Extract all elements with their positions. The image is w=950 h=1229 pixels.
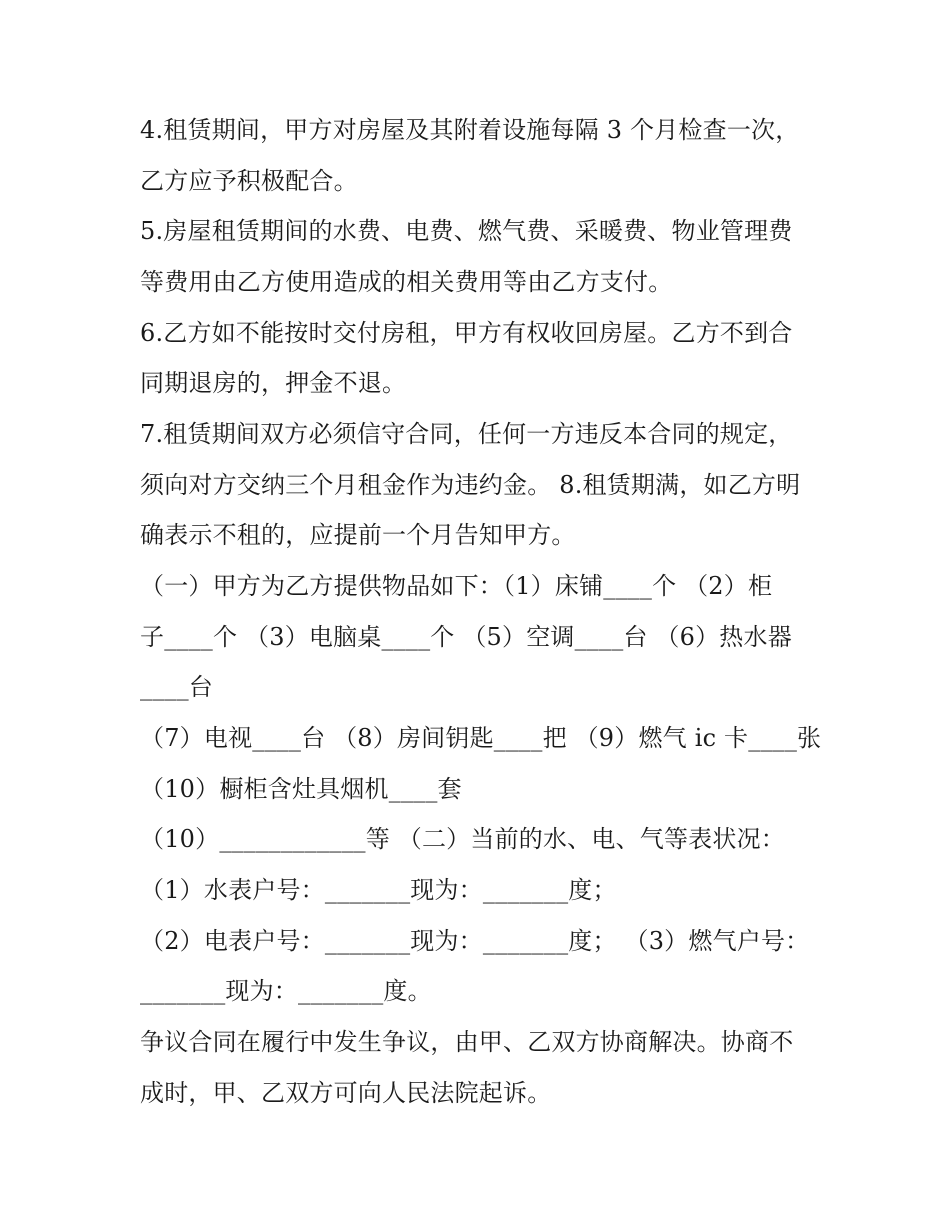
clause-6-line-2: 同期退房的，押金不退。 (140, 369, 407, 397)
items-line-5: （10）橱柜含灶具烟机____套 (140, 775, 462, 803)
clause-8-line-2: 确表示不租的，应提前一个月告知甲方。 (140, 521, 576, 549)
items-line-3: ____台 (140, 673, 213, 701)
electric-gas-meter-line: （2）电表户号：_______现为：_______度； （3）燃气户号： (140, 927, 810, 955)
clause-5-line-1: 5.房屋租赁期间的水费、电费、燃气费、采暖费、物业管理费 (140, 217, 793, 245)
gas-meter-line: _______现为：_______度。 (140, 977, 432, 1005)
clause-4-line-2: 乙方应予积极配合。 (140, 167, 358, 195)
items-line-2: 子____个 （3）电脑桌____个 （5）空调____台 （6）热水器 (140, 623, 792, 651)
clause-6-line-1: 6.乙方如不能按时交付房租，甲方有权收回房屋。乙方不到合 (140, 319, 793, 347)
items-line-4: （7）电视____台 （8）房间钥匙____把 （9）燃气 ic 卡____张 (140, 724, 822, 752)
water-meter-line: （1）水表户号：_______现为：_______度； (140, 876, 617, 904)
clause-7-line-1: 7.租赁期间双方必须信守合同，任何一方违反本合同的规定， (140, 420, 793, 448)
dispute-line-2: 成时，甲、乙双方可向人民法院起诉。 (140, 1079, 552, 1107)
items-line-6: （10）____________等 （二）当前的水、电、气等表状况： (140, 825, 785, 853)
dispute-line-1: 争议合同在履行中发生争议，由甲、乙双方协商解决。协商不 (140, 1028, 794, 1056)
clause-4-line-1: 4.租赁期间，甲方对房屋及其附着设施每隔 3 个月检查一次， (140, 116, 800, 144)
items-line-1: （一）甲方为乙方提供物品如下：（1）床铺____个 （2）柜 (140, 572, 773, 600)
clause-5-line-2: 等费用由乙方使用造成的相关费用等由乙方支付。 (140, 268, 673, 296)
clause-7-8-line: 须向对方交纳三个月租金作为违约金。 8.租赁期满，如乙方明 (140, 471, 801, 499)
